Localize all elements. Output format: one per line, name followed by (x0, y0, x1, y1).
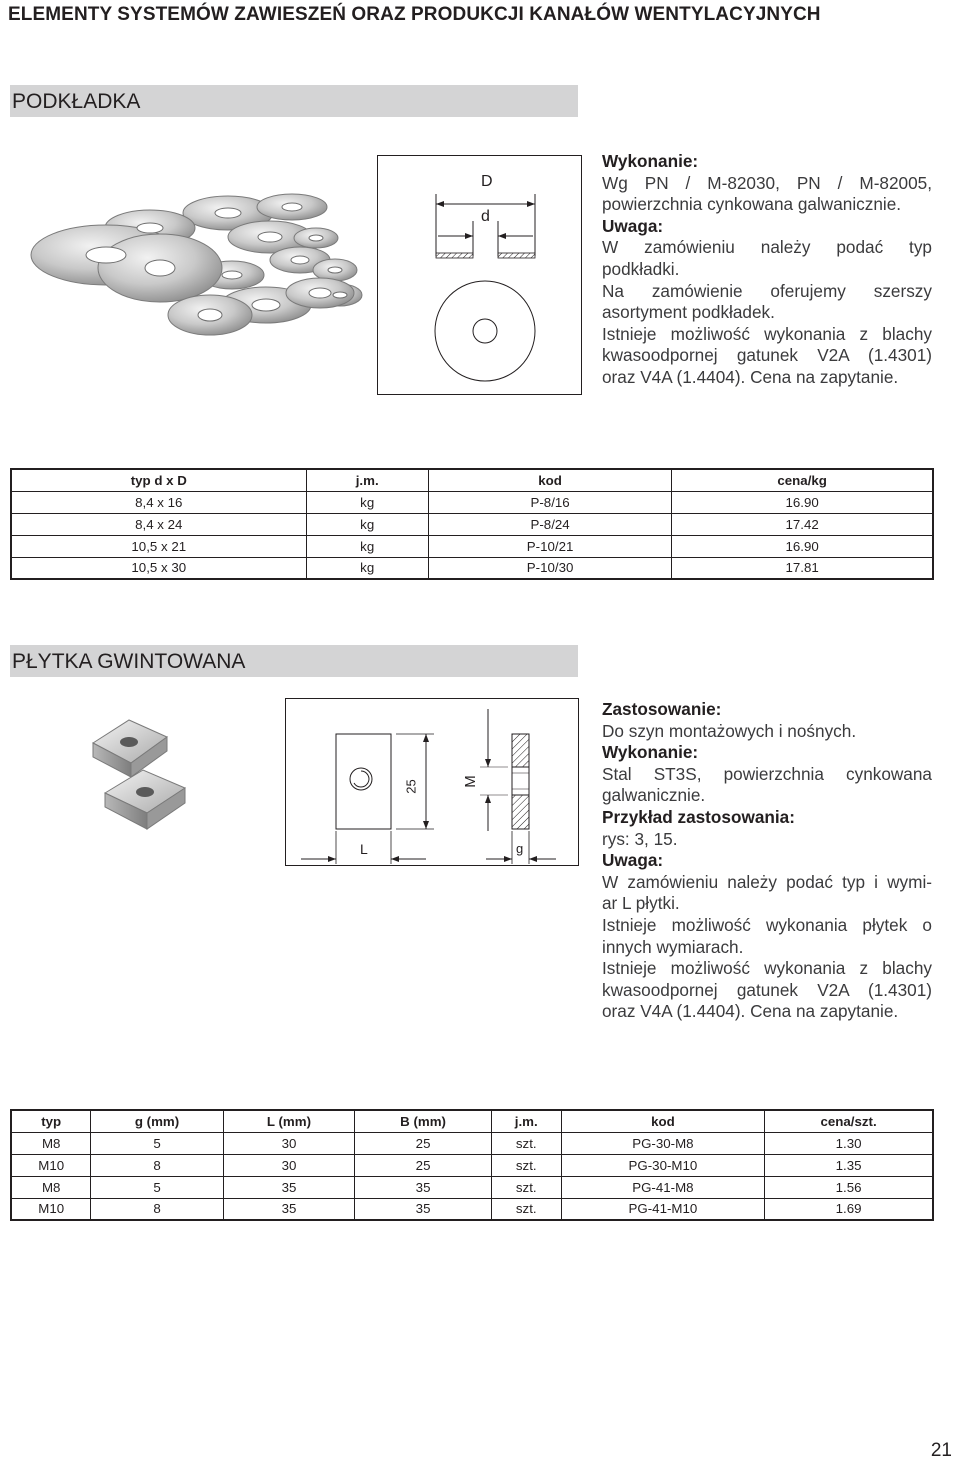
table-cell: M8 (11, 1176, 91, 1198)
description-line: Istnieje możliwość wykonania z blachy (602, 958, 932, 979)
table-cell: PG-30-M8 (561, 1132, 765, 1154)
plate-drawing (285, 698, 579, 866)
description-heading: Przykład zastosowania: (602, 806, 795, 827)
description-line: Stal ST3S, powierzchnia cynkowana (602, 763, 932, 784)
table-cell: kg (306, 513, 428, 535)
table-cell: kg (306, 535, 428, 557)
dimension-label-M: M (461, 775, 479, 788)
description-line: rys: 3, 15. (602, 828, 678, 849)
description-line: W zamówieniu należy podać typ i wymi- (602, 871, 932, 892)
table-row (11, 1176, 933, 1198)
table-header-cell: cena/szt. (765, 1110, 933, 1132)
description-line: kwasoodpornej gatunek V2A (1.4301) (602, 979, 932, 1000)
table-cell: PG-41-M8 (561, 1176, 765, 1198)
table-cell: 8,4 x 16 (11, 491, 306, 513)
table-row (11, 513, 933, 535)
table-header-cell: cena/kg (672, 469, 933, 491)
description-heading: Uwaga: (602, 850, 664, 871)
section-title-plate: PŁYTKA GWINTOWANA (10, 645, 578, 677)
description-line: Do szyn montażowych i nośnych. (602, 720, 857, 741)
table-cell: 1.56 (765, 1176, 933, 1198)
description-line: podkładki. (602, 258, 680, 279)
table-cell: P-8/24 (428, 513, 671, 535)
table-cell: PG-30-M10 (561, 1154, 765, 1176)
table-cell: 10,5 x 30 (11, 557, 306, 579)
table-cell: PG-41-M10 (561, 1198, 765, 1220)
table-row (11, 535, 933, 557)
table-cell: M10 (11, 1198, 91, 1220)
table-cell: 35 (223, 1176, 355, 1198)
table-cell: 17.81 (672, 557, 933, 579)
dimension-label-L: L (360, 841, 368, 857)
description-line: oraz V4A (1.4404). Cena na zapytanie. (602, 1001, 899, 1022)
description-heading: Uwaga: (602, 215, 664, 236)
description-line: ar L płytki. (602, 893, 680, 914)
table-header-cell: j.m. (491, 1110, 561, 1132)
description-line: galwanicznie. (602, 785, 706, 806)
plate-table (10, 1109, 934, 1221)
table-cell: 30 (223, 1132, 355, 1154)
table-cell: 10,5 x 21 (11, 535, 306, 557)
table-cell: P-10/30 (428, 557, 671, 579)
table-header-cell: typ (11, 1110, 91, 1132)
table-cell: 30 (223, 1154, 355, 1176)
table-cell: 1.35 (765, 1154, 933, 1176)
section-title-washer: PODKŁADKA (10, 85, 578, 117)
table-row (11, 1198, 933, 1220)
plate-photo (85, 715, 195, 835)
table-cell: 1.69 (765, 1198, 933, 1220)
table-cell: szt. (491, 1132, 561, 1154)
description-heading: Wykonanie: (602, 742, 699, 763)
washer-drawing (377, 155, 582, 395)
table-row (11, 1154, 933, 1176)
dimension-label-D: D (481, 173, 493, 190)
table-cell: P-10/21 (428, 535, 671, 557)
table-cell: 25 (355, 1154, 492, 1176)
dimension-label-g: g (516, 841, 524, 856)
table-cell: 8 (91, 1198, 223, 1220)
table-cell: 5 (91, 1132, 223, 1154)
table-cell: 25 (355, 1132, 492, 1154)
table-cell: szt. (491, 1154, 561, 1176)
description-line: kwasoodpornej gatunek V2A (1.4301) (602, 345, 932, 366)
table-header-cell: L (mm) (223, 1110, 355, 1132)
description-line: oraz V4A (1.4404). Cena na zapytanie. (602, 366, 899, 387)
table-cell: 5 (91, 1176, 223, 1198)
page-number: 21 (930, 1440, 952, 1461)
table-cell: 35 (355, 1198, 492, 1220)
table-cell: 35 (355, 1176, 492, 1198)
page-title: ELEMENTY SYSTEMÓW ZAWIESZEŃ ORAZ PRODUKCJI KANAŁÓW WENTYLACYJNYCH (8, 4, 821, 25)
description-line: Wg PN / M-82030, PN / M-82005, (602, 172, 932, 193)
table-header-cell: kod (561, 1110, 765, 1132)
table-cell: szt. (491, 1176, 561, 1198)
table-cell: M10 (11, 1154, 91, 1176)
description-line: Istnieje możliwość wykonania z blachy (602, 323, 932, 344)
table-cell: 8,4 x 24 (11, 513, 306, 535)
table-cell: M8 (11, 1132, 91, 1154)
table-cell: 1.30 (765, 1132, 933, 1154)
plate-description (602, 699, 932, 1023)
table-cell: 17.42 (672, 513, 933, 535)
description-line: innych wymiarach. (602, 936, 744, 957)
table-cell: kg (306, 557, 428, 579)
table-cell: szt. (491, 1198, 561, 1220)
description-heading: Wykonanie: (602, 151, 699, 171)
table-row (11, 557, 933, 579)
washer-table (10, 468, 934, 580)
table-cell: 16.90 (672, 491, 933, 513)
table-header-cell: kod (428, 469, 671, 491)
description-line: Istnieje możliwość wykonania płytek o (602, 914, 932, 935)
table-cell: 8 (91, 1154, 223, 1176)
table-cell: P-8/16 (428, 491, 671, 513)
description-heading: Zastosowanie: (602, 699, 722, 719)
table-header-cell: j.m. (306, 469, 428, 491)
table-header-cell: g (mm) (91, 1110, 223, 1132)
dimension-label-d: d (481, 208, 490, 225)
description-line: powierzchnia cynkowana galwanicznie. (602, 194, 902, 215)
description-line: asortyment podkładek. (602, 302, 775, 323)
table-cell: 16.90 (672, 535, 933, 557)
table-cell: 35 (223, 1198, 355, 1220)
table-header-cell: B (mm) (355, 1110, 492, 1132)
washer-photo (20, 185, 370, 355)
table-header-cell: typ d x D (11, 469, 306, 491)
washer-description (602, 151, 932, 389)
table-row (11, 1132, 933, 1154)
table-cell: kg (306, 491, 428, 513)
description-line: W zamówieniu należy podać typ (602, 237, 932, 258)
description-line: Na zamówienie oferujemy szerszy (602, 280, 932, 301)
dimension-label-height: 25 (403, 779, 419, 794)
table-row (11, 491, 933, 513)
